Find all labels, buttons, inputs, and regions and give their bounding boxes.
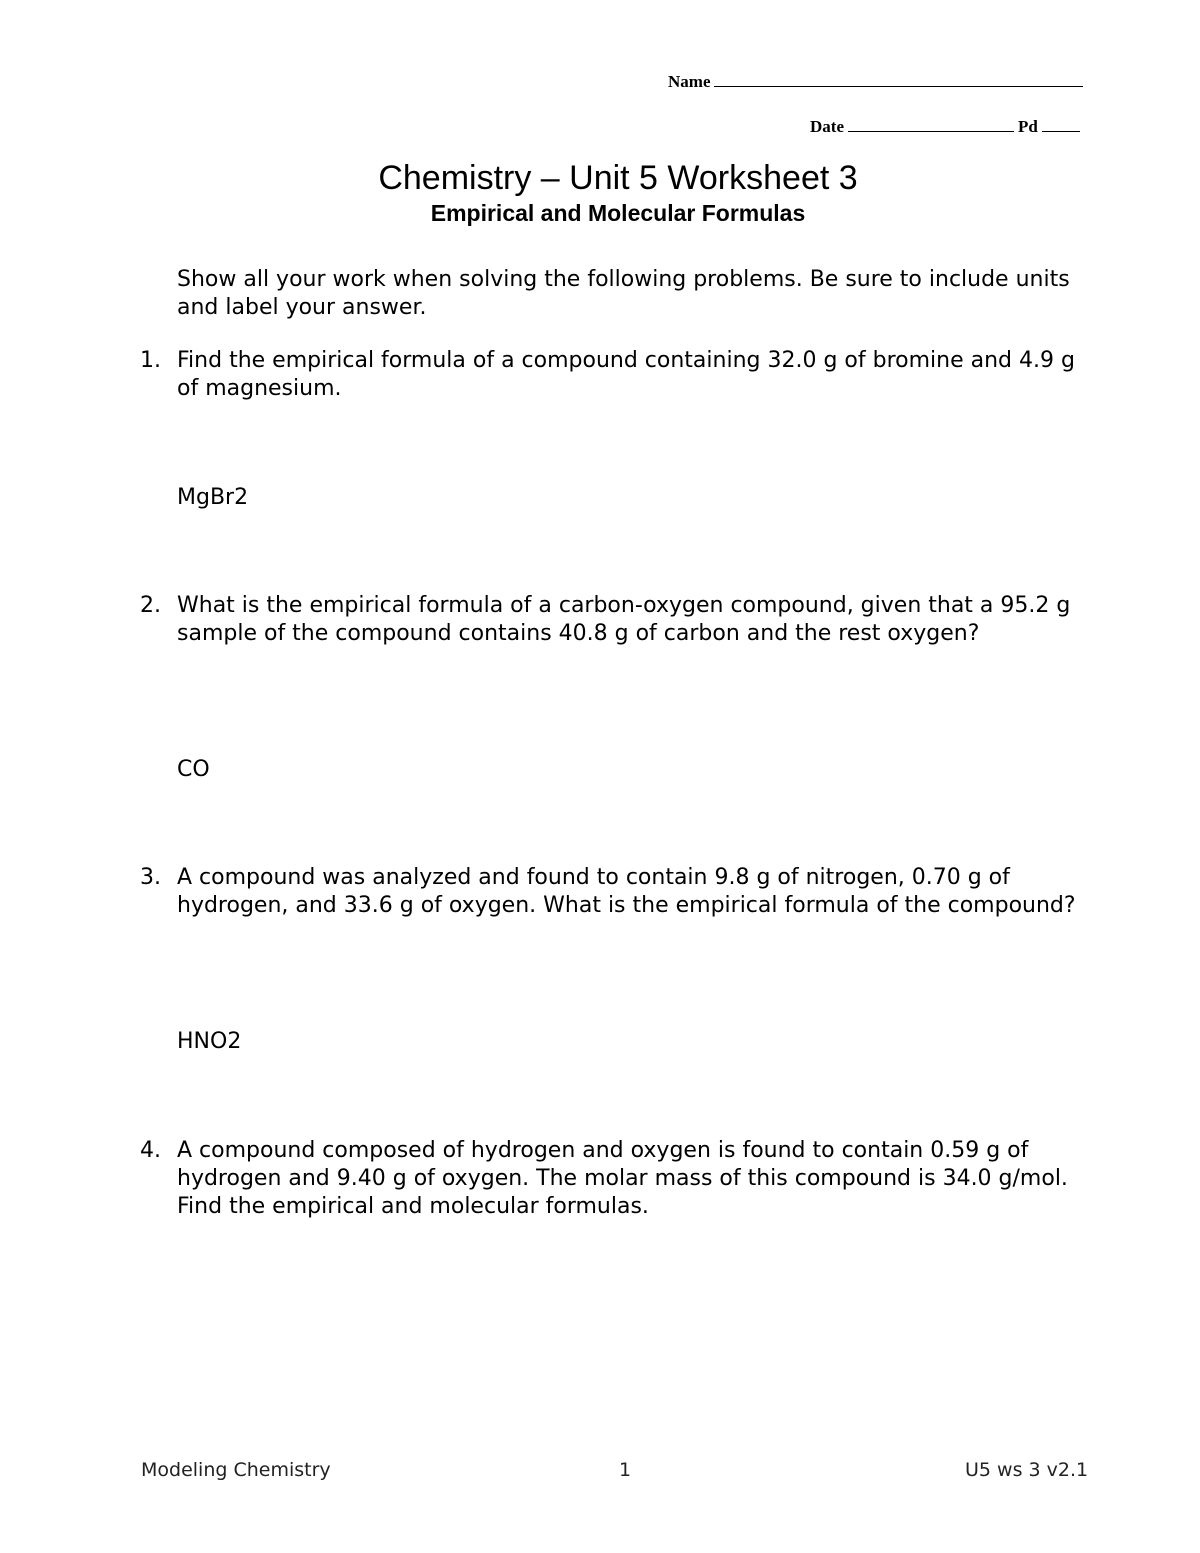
answer-1: MgBr2 bbox=[177, 485, 249, 510]
question-text: A compound was analyzed and found to contain 9.8 g of nitrogen, 0.70 g of hydrogen, and 33.6 g of oxygen. What is the empirical formula of the compound? bbox=[177, 865, 1076, 918]
answer-3: HNO2 bbox=[177, 1029, 242, 1054]
answer-2: CO bbox=[177, 757, 210, 782]
date-blank-line[interactable] bbox=[848, 116, 1014, 132]
question-text: What is the empirical formula of a carbon-oxygen compound, given that a 95.2 g sample of the compound contains 40.8 g of carbon and the rest oxygen? bbox=[177, 593, 1071, 646]
footer-page-number: 1 bbox=[619, 1459, 632, 1481]
question-number: 4. bbox=[140, 1138, 161, 1163]
question-text: A compound composed of hydrogen and oxygen is found to contain 0.59 g of hydrogen and 9.40 g of oxygen. The molar mass of this compound is 34.0 g/mol. Find the empirical and molecular formulas. bbox=[177, 1138, 1068, 1219]
worksheet-title: Chemistry – Unit 5 Worksheet 3 bbox=[378, 159, 858, 197]
period-blank-line[interactable] bbox=[1042, 116, 1080, 132]
name-field bbox=[668, 71, 1083, 92]
question-1 bbox=[140, 347, 1095, 403]
date-period-field bbox=[810, 116, 1080, 137]
period-label: Pd bbox=[1017, 117, 1038, 136]
instructions: Show all your work when solving the following problems. Be sure to include units and label your answer. bbox=[177, 267, 1070, 320]
question-number: 1. bbox=[140, 348, 161, 373]
question-2 bbox=[140, 592, 1095, 648]
question-3 bbox=[140, 864, 1095, 920]
footer-course-name: Modeling Chemistry bbox=[141, 1459, 331, 1481]
worksheet-subtitle: Empirical and Molecular Formulas bbox=[430, 200, 806, 226]
footer-version: U5 ws 3 v2.1 bbox=[965, 1459, 1089, 1481]
date-label: Date bbox=[810, 117, 844, 136]
question-number: 2. bbox=[140, 593, 161, 618]
name-label: Name bbox=[668, 72, 711, 91]
question-text: Find the empirical formula of a compound containing 32.0 g of bromine and 4.9 g of magnesium. bbox=[177, 348, 1075, 401]
question-4 bbox=[140, 1137, 1095, 1221]
name-blank-line[interactable] bbox=[714, 71, 1083, 87]
question-number: 3. bbox=[140, 865, 161, 890]
